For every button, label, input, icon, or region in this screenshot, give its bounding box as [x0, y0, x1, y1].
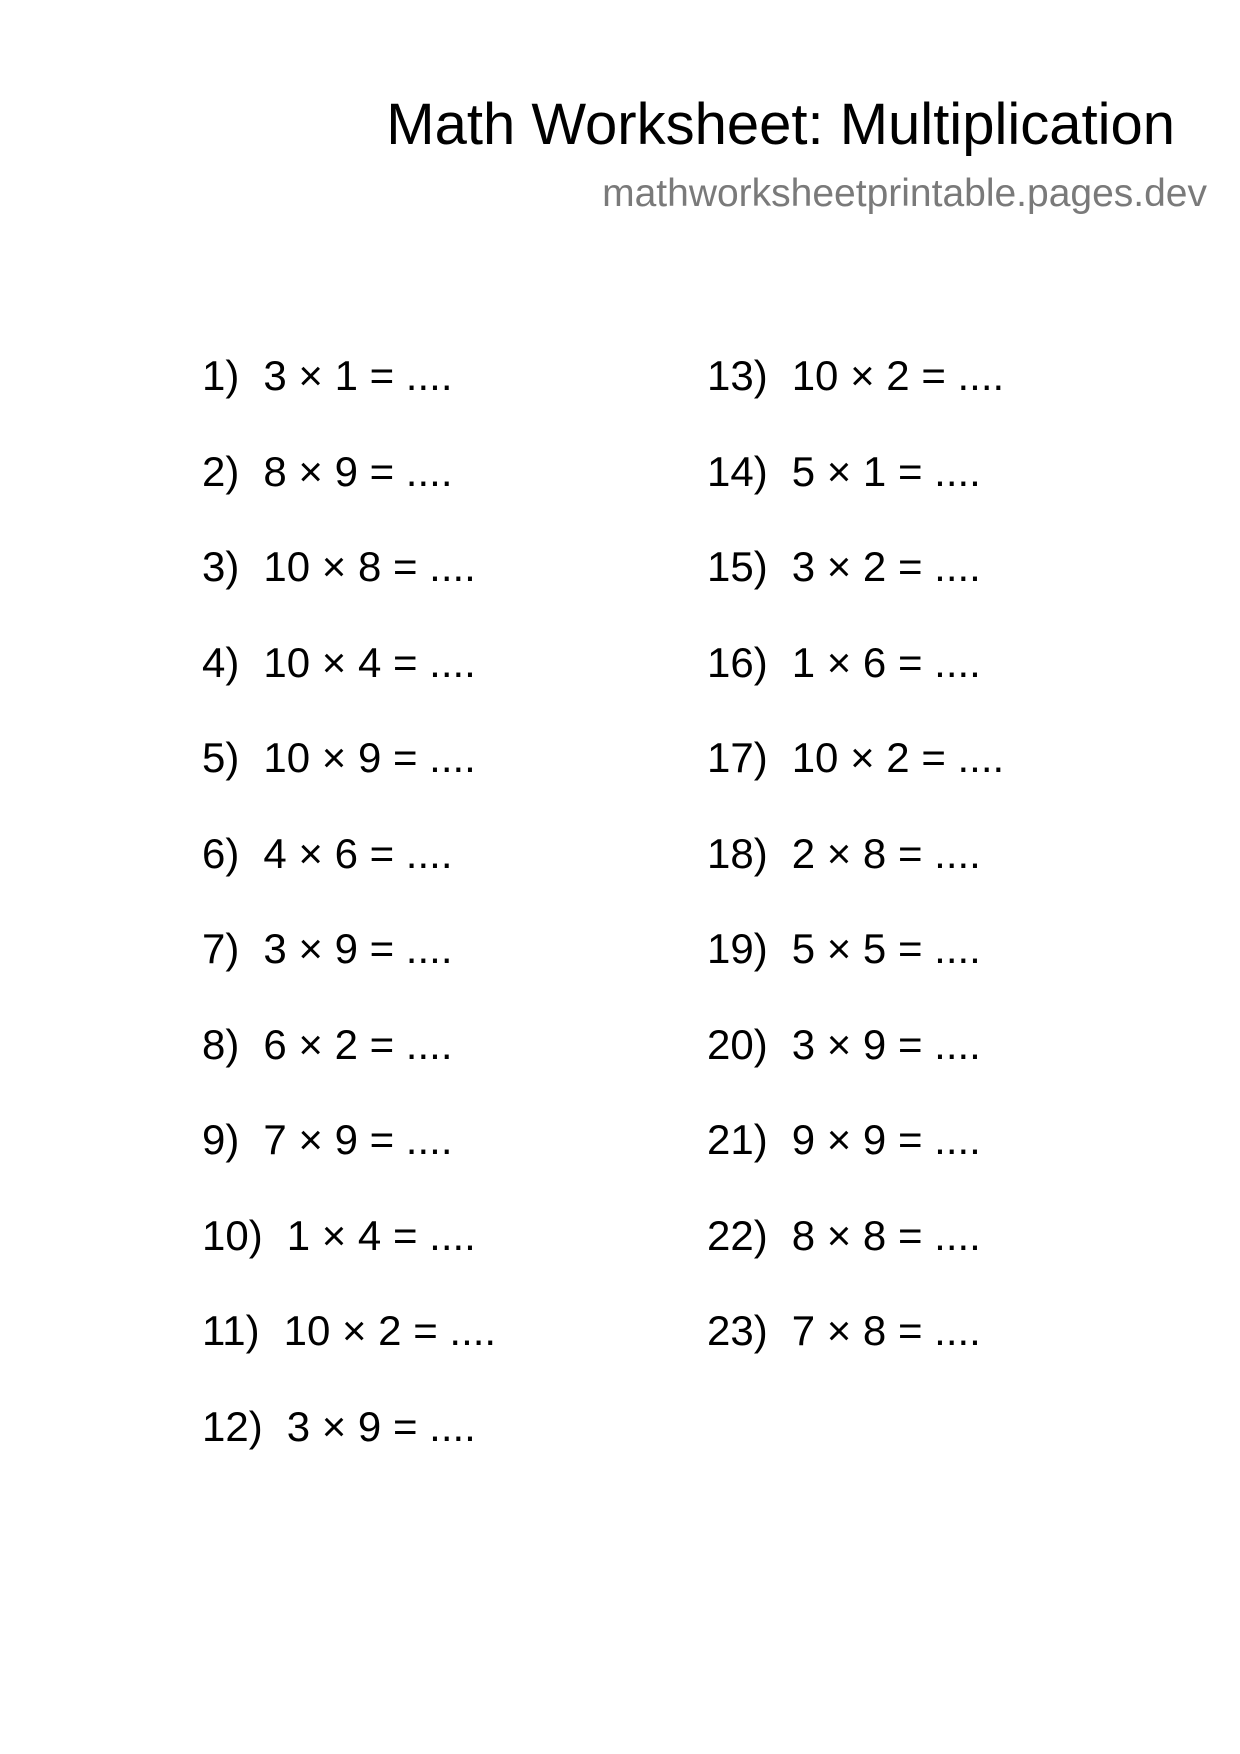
problem-number: 13)	[707, 352, 768, 399]
problem-number: 8)	[202, 1020, 240, 1068]
problem-number: 19)	[707, 925, 768, 972]
problem-item	[202, 447, 496, 547]
problem-item	[707, 1020, 1004, 1120]
problem-expression: 10 × 9 = ....	[263, 734, 476, 781]
problem-item	[707, 829, 1004, 929]
problem-number: 16)	[707, 638, 768, 686]
problem-item	[707, 925, 1004, 1024]
problem-column-left	[202, 352, 497, 1501]
problem-item	[707, 734, 1005, 833]
problem-item	[202, 1402, 496, 1502]
problem-item	[202, 734, 496, 833]
problem-number: 23)	[707, 1307, 768, 1354]
page-title: Math Worksheet: Multiplication	[386, 92, 1175, 157]
problem-item	[707, 1307, 1004, 1406]
problem-column-right	[707, 352, 1005, 1406]
problem-expression: 10 × 2 = ....	[791, 352, 1005, 399]
problem-expression: 9 × 9 = ....	[791, 1116, 981, 1163]
problem-item	[707, 352, 1005, 451]
problem-item	[202, 1020, 496, 1120]
problem-expression: 1 × 6 = ....	[791, 638, 981, 686]
problem-number: 12)	[202, 1402, 263, 1450]
problem-item	[202, 1211, 496, 1311]
problem-number: 14)	[707, 447, 768, 495]
problem-expression: 4 × 6 = ....	[263, 829, 453, 877]
problem-expression: 10 × 8 = ....	[263, 543, 476, 590]
problem-expression: 3 × 1 = ....	[263, 352, 453, 399]
problem-expression: 10 × 2 = ....	[791, 734, 1005, 781]
problem-expression: 8 × 9 = ....	[263, 447, 453, 495]
problem-number: 7)	[202, 925, 240, 972]
problem-expression: 3 × 9 = ....	[791, 1020, 981, 1068]
worksheet-header	[386, 92, 1207, 215]
problem-number: 6)	[202, 829, 240, 877]
problem-number: 4)	[202, 638, 240, 686]
problem-item	[202, 1116, 496, 1215]
problem-item	[707, 447, 1004, 547]
problem-number: 15)	[707, 543, 768, 590]
problem-expression: 3 × 9 = ....	[263, 925, 453, 972]
problem-number: 5)	[202, 734, 240, 781]
problem-number: 11)	[202, 1307, 260, 1354]
problem-item	[707, 543, 1004, 642]
problem-expression: 3 × 9 = ....	[286, 1402, 476, 1450]
problem-expression: 10 × 2 = ....	[283, 1307, 497, 1354]
problem-number: 21)	[707, 1116, 768, 1163]
problem-expression: 7 × 9 = ....	[263, 1116, 453, 1163]
problem-number: 22)	[707, 1211, 768, 1259]
problem-number: 3)	[202, 543, 240, 590]
problem-number: 1)	[202, 352, 240, 399]
problem-item	[202, 543, 496, 642]
problem-number: 18)	[707, 829, 768, 877]
problem-item	[202, 829, 496, 929]
problem-item	[707, 638, 1004, 738]
problem-expression: 1 × 4 = ....	[286, 1211, 476, 1259]
problem-item	[202, 638, 496, 738]
problem-number: 10)	[202, 1211, 263, 1259]
problem-item	[202, 1307, 497, 1406]
problem-item	[707, 1116, 1004, 1215]
problem-expression: 3 × 2 = ....	[791, 543, 981, 590]
problem-item	[202, 925, 496, 1024]
problem-item	[202, 352, 496, 451]
problem-number: 20)	[707, 1020, 768, 1068]
problem-expression: 8 × 8 = ....	[791, 1211, 981, 1259]
problem-number: 2)	[202, 447, 240, 495]
problem-expression: 6 × 2 = ....	[263, 1020, 453, 1068]
problem-expression: 10 × 4 = ....	[263, 638, 476, 686]
problem-number: 9)	[202, 1116, 240, 1163]
problem-number: 17)	[707, 734, 768, 781]
problem-expression: 5 × 1 = ....	[791, 447, 981, 495]
source-url: mathworksheetprintable.pages.dev	[602, 172, 1207, 215]
problem-item	[707, 1211, 1004, 1311]
problem-expression: 5 × 5 = ....	[791, 925, 981, 972]
problem-expression: 2 × 8 = ....	[791, 829, 981, 877]
problem-expression: 7 × 8 = ....	[791, 1307, 981, 1354]
